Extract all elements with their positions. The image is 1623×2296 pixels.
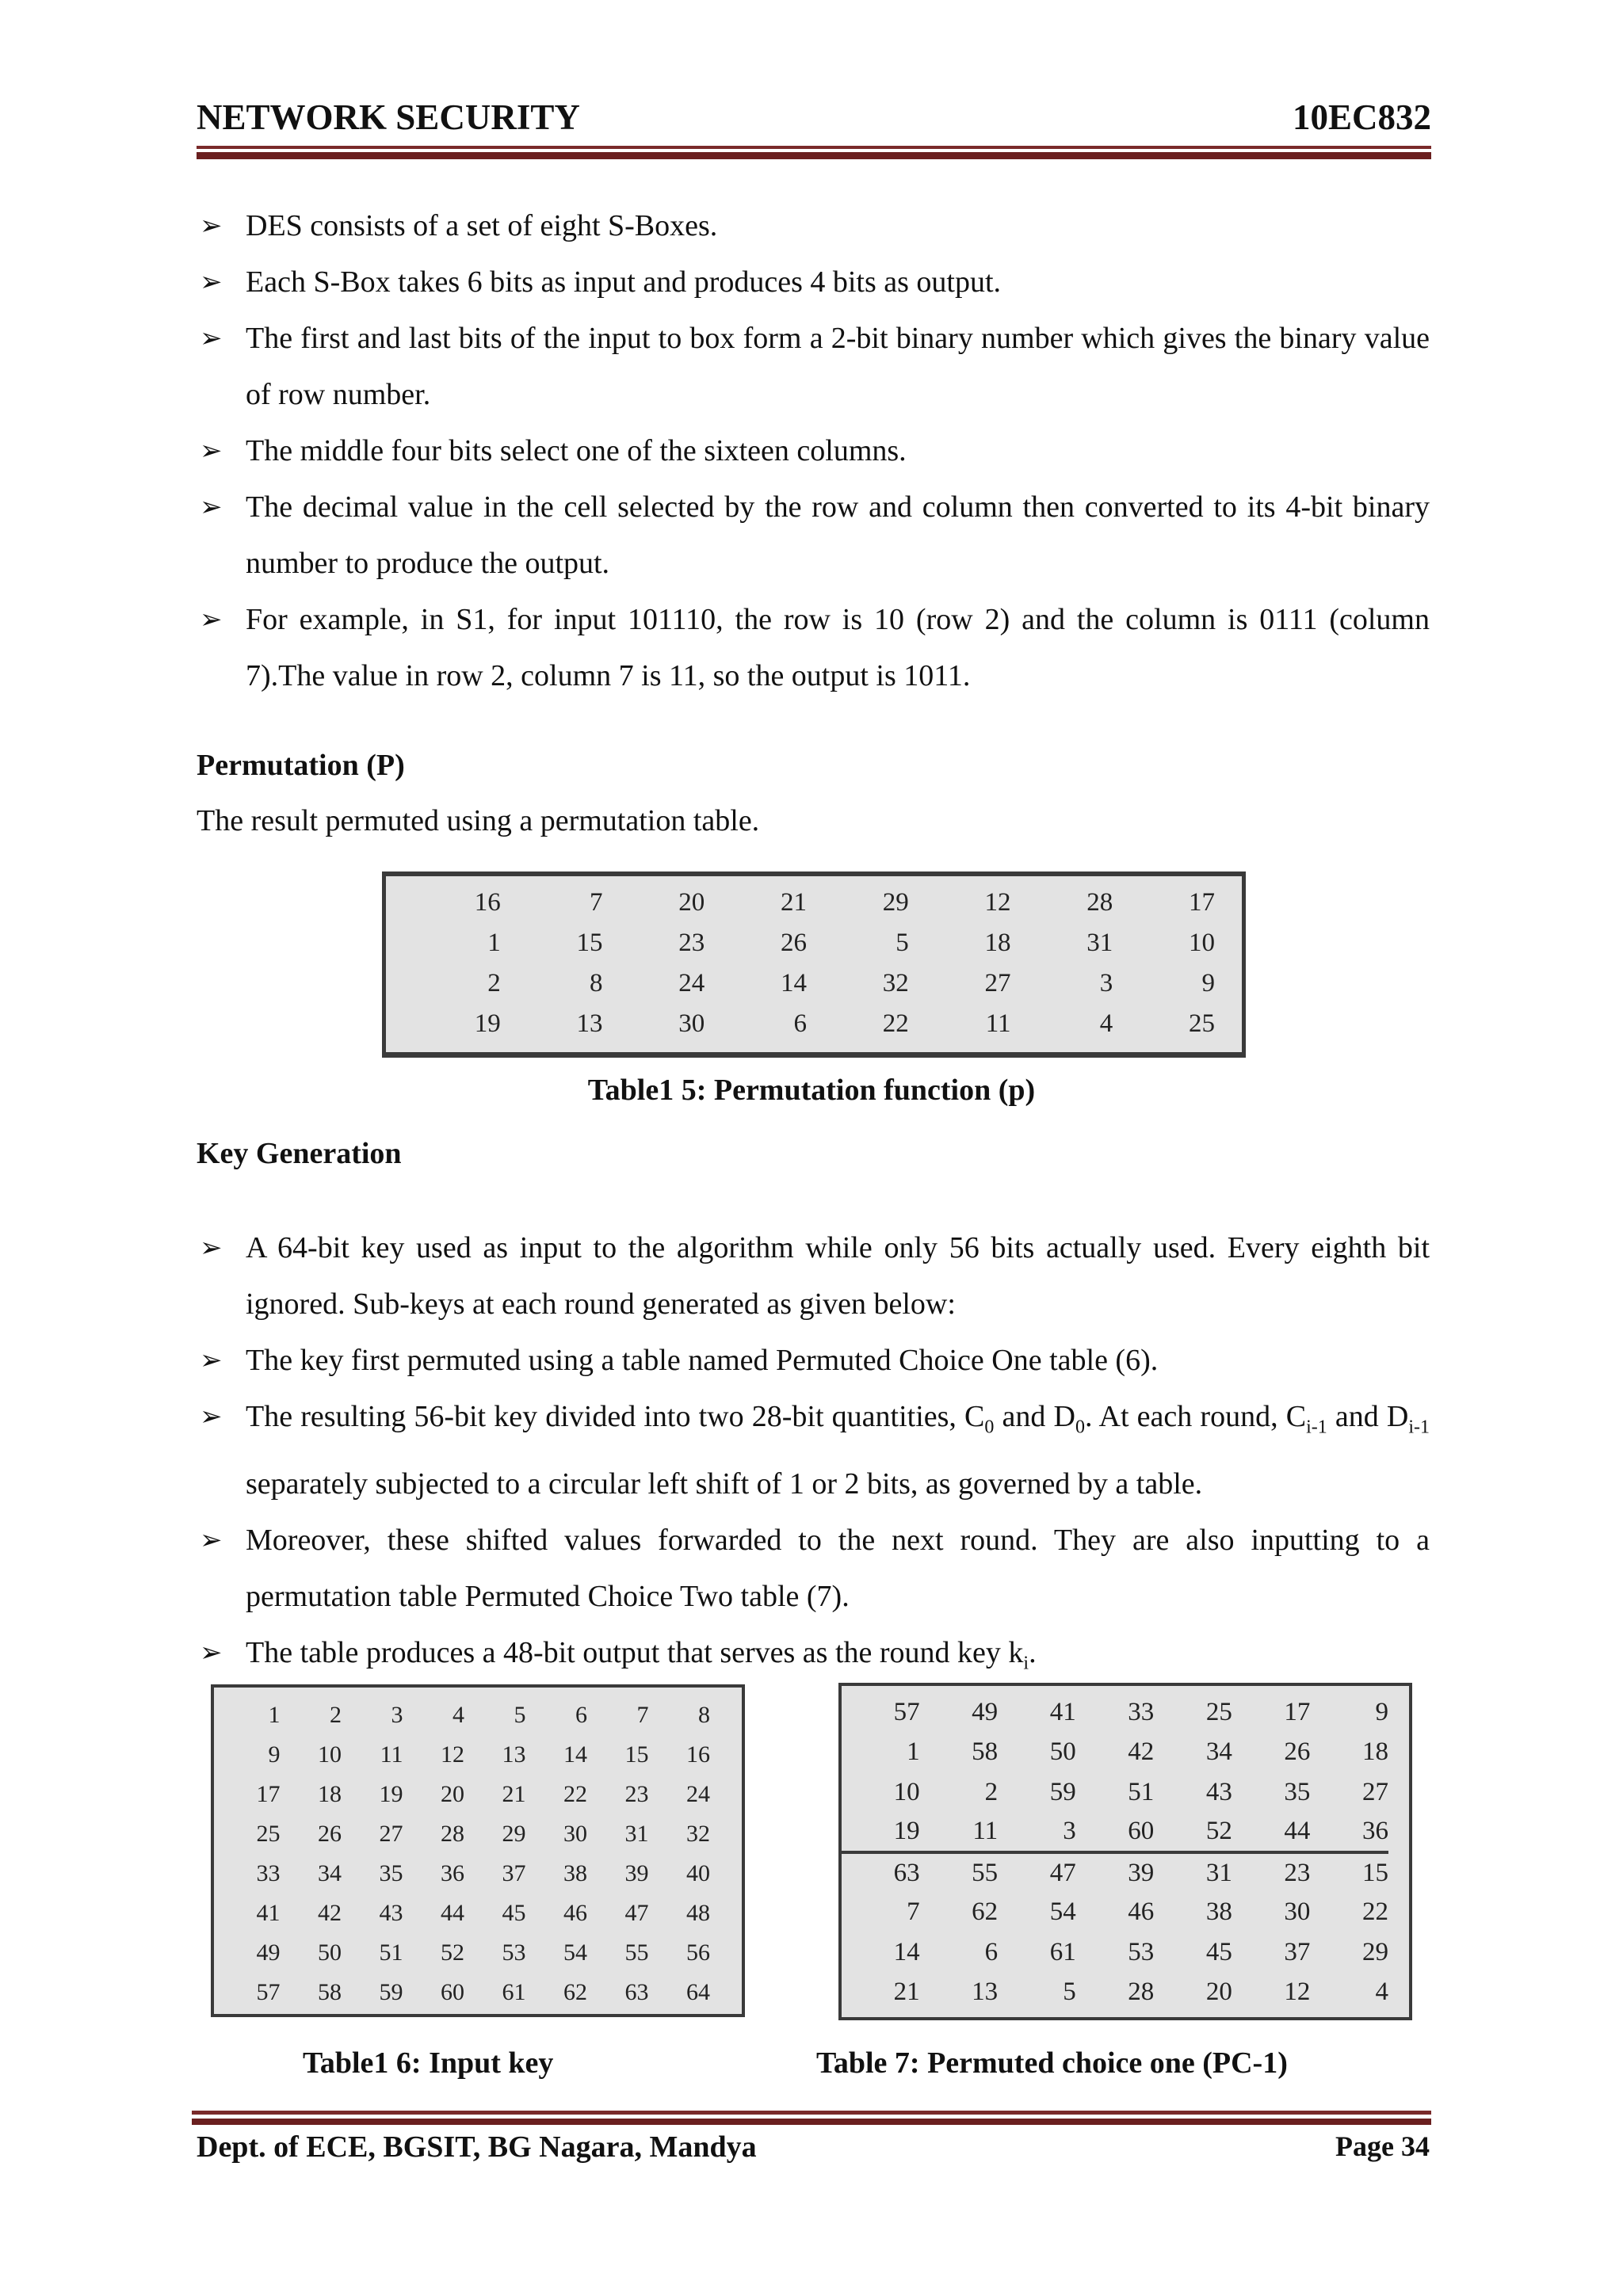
table-cell: 46 [563,1900,587,1926]
list-item: ➢ A 64-bit key used as input to the algorithm while only 56 bits actually used. Every eighth bit ignored. Sub-keys at each round generated as given below: [197,1220,1430,1333]
table-cell: 52 [441,1939,464,1966]
header-rule-thick [197,152,1431,159]
table-cell: 18 [318,1781,342,1807]
table-cell: 28 [441,1821,464,1847]
table-cell: 42 [318,1900,342,1926]
table-cell: 58 [972,1737,999,1767]
table-cell: 20 [678,888,705,917]
table-cell: 45 [502,1900,526,1926]
table-cell: 30 [563,1821,587,1847]
table-cell: 15 [624,1741,649,1768]
table-cell: 49 [972,1697,999,1726]
table-row [842,1733,1388,1773]
table-cell: 32 [686,1821,710,1847]
sbox-bullet-list [197,198,1430,704]
permutation-table [382,871,1246,1058]
table-cell: 14 [893,1937,920,1966]
key-generation-heading: Key Generation [197,1137,402,1170]
table-cell: 25 [1205,1697,1232,1726]
page-footer [197,2130,1430,2164]
table-cell: 4 [1099,1009,1113,1038]
table-cell: 28 [1086,888,1113,917]
list-item: ➢ The first and last bits of the input to box form a 2-bit binary number which gives the binary value of row number. [197,311,1430,423]
table-cell: 10 [1189,929,1215,957]
table-cell: 57 [256,1979,281,2005]
table-cell: 5 [896,929,909,957]
table-row [219,1894,710,1933]
header-rule-thin [197,146,1431,149]
table-cell: 11 [380,1741,403,1768]
table-cell: 29 [502,1821,526,1847]
table-cell: 3 [391,1702,403,1728]
table-cell: 21 [502,1781,526,1807]
table-cell: 21 [893,1978,920,2007]
table-cell: 55 [624,1939,649,1966]
table-cell: 22 [1362,1897,1388,1927]
table-cell: 16 [474,888,501,917]
table-cell: 61 [502,1979,526,2005]
table-cell: 43 [1205,1777,1232,1806]
table-cell: 46 [1128,1897,1155,1927]
table-cell: 9 [1375,1697,1388,1726]
table-cell: 1 [907,1737,920,1767]
table-row [399,963,1215,1004]
table-cell: 2 [984,1777,999,1806]
table-cell: 16 [686,1741,710,1768]
table-cell: 9 [268,1741,281,1768]
arrow-bullet-icon: ➢ [200,1525,223,1555]
table-row [399,1004,1215,1044]
table-cell: 35 [1284,1777,1311,1806]
table-cell: 1 [487,929,501,957]
table-cell: 11 [972,1817,999,1846]
table-cell: 12 [984,888,1011,917]
table-cell: 4 [453,1702,464,1728]
input-key-caption: Table1 6: Input key [303,2046,554,2080]
table-cell: 63 [893,1858,920,1887]
table-cell: 30 [678,1009,705,1038]
table-cell: 52 [1205,1817,1232,1846]
table-cell: 42 [1128,1737,1155,1767]
footer-rule-thin [192,2111,1431,2115]
arrow-bullet-icon: ➢ [200,437,223,466]
table-cell: 13 [972,1978,999,2007]
table-cell: 33 [256,1860,281,1886]
table-cell: 41 [256,1900,281,1926]
table-row [219,1775,710,1814]
table-cell: 49 [256,1939,281,1966]
page-number: Page 34 [1335,2130,1430,2162]
list-item: ➢ The decimal value in the cell selected by the row and column then converted to its 4-bit binary number to produce the output. [197,479,1430,592]
list-item: ➢ Moreover, these shifted values forwarded to the next round. They are also inputting to a permutation table Permuted Choice Two table (7). [197,1512,1430,1625]
table-row [842,1932,1388,1973]
table-cell: 51 [1128,1777,1155,1806]
table-cell: 64 [686,1979,710,2005]
list-item: ➢ The table produces a 48-bit output that serves as the round key $k_i$. [197,1625,1430,1692]
table-cell: 13 [502,1741,526,1768]
table-cell: 33 [1128,1697,1155,1726]
table-cell: 26 [318,1821,342,1847]
table-cell: 31 [624,1821,649,1847]
arrow-bullet-icon: ➢ [200,1402,223,1432]
table-cell: 60 [441,1979,464,2005]
table-cell: 15 [576,929,603,957]
table-cell: 37 [1284,1937,1311,1966]
table-cell: 31 [1205,1858,1232,1887]
pc1-caption: Table 7: Permuted choice one (PC-1) [816,2046,1288,2080]
footer-dept: Dept. of ECE, BGSIT, BG Nagara, Mandya [197,2130,757,2164]
table-cell: 20 [1205,1978,1232,2007]
table-cell: 23 [1284,1858,1311,1887]
table-row [219,1735,710,1775]
table-row [842,1813,1388,1853]
table-cell: 50 [318,1939,342,1966]
table-cell: 9 [1201,969,1215,997]
table-cell: 10 [893,1777,920,1806]
table-cell: 37 [502,1860,526,1886]
list-item: ➢ For example, in S1, for input 101110, the row is 10 (row 2) and the column is 0111 (column 7).The value in row 2, column 7 is 11, so the output is 1011. [197,592,1430,704]
table-cell: 24 [678,969,705,997]
table-row [842,1772,1388,1813]
table-cell: 23 [624,1781,649,1807]
table-cell: 18 [1362,1737,1388,1767]
arrow-bullet-icon: ➢ [200,493,223,522]
table-cell: 2 [330,1702,342,1728]
table-row [399,883,1215,923]
table-cell: 63 [624,1979,649,2005]
table-cell: 62 [972,1897,999,1927]
table-cell: 5 [514,1702,526,1728]
table-cell: 18 [984,929,1011,957]
table-cell: 45 [1205,1937,1232,1966]
table-cell: 44 [441,1900,464,1926]
keygen-bullet-list [197,1220,1430,1691]
table-row [219,1814,710,1854]
table-cell: 3 [1063,1817,1076,1846]
table-cell: 20 [441,1781,464,1807]
arrow-bullet-icon: ➢ [200,1234,223,1263]
table-cell: 7 [590,888,603,917]
table-cell: 39 [1128,1858,1155,1887]
header-code: 10EC832 [1292,97,1431,137]
table-cell: 17 [1284,1697,1311,1726]
page-header [197,97,1431,138]
table-cell: 6 [575,1702,587,1728]
table-cell: 39 [624,1860,649,1886]
table-cell: 4 [1375,1978,1388,2007]
table-cell: 29 [882,888,909,917]
table-cell: 25 [256,1821,281,1847]
table-cell: 7 [636,1702,649,1728]
table-cell: 44 [1284,1817,1311,1846]
table-cell: 57 [893,1697,920,1726]
table-cell: 32 [882,969,909,997]
table-cell: 14 [563,1741,587,1768]
table-cell: 31 [1086,929,1113,957]
table-cell: 34 [1205,1737,1232,1767]
table-cell: 8 [698,1702,710,1728]
table-cell: 7 [907,1897,920,1927]
table-cell: 22 [563,1781,587,1807]
table-cell: 14 [781,969,807,997]
table-cell: 48 [686,1900,710,1926]
table-cell: 28 [1128,1978,1155,2007]
footer-rule-thick [192,2119,1431,2125]
table-cell: 29 [1362,1937,1388,1966]
table-cell: 34 [318,1860,342,1886]
table-cell: 6 [984,1937,999,1966]
table-cell: 17 [1189,888,1215,917]
arrow-bullet-icon: ➢ [200,1346,223,1375]
table-cell: 10 [318,1741,342,1768]
table-cell: 36 [441,1860,464,1886]
table-row [219,1695,710,1735]
table-cell: 21 [781,888,807,917]
table-cell: 24 [686,1781,710,1807]
table-cell: 53 [1128,1937,1155,1966]
arrow-bullet-icon: ➢ [200,1638,223,1668]
table-cell: 13 [576,1009,603,1038]
table-cell: 5 [1063,1978,1076,2007]
table-cell: 2 [487,969,501,997]
table-cell: 12 [1284,1978,1311,2007]
input-key-table [211,1684,745,2017]
table-cell: 6 [793,1009,807,1038]
table-cell: 38 [1205,1897,1232,1927]
permutation-heading: Permutation (P) [197,749,405,782]
table-row [219,1854,710,1894]
table-row [842,1852,1388,1893]
table-cell: 26 [781,929,807,957]
arrow-bullet-icon: ➢ [200,268,223,297]
permutation-caption: Table1 5: Permutation function (p) [587,1074,1036,1107]
table-cell: 12 [441,1741,464,1768]
table-cell: 27 [1362,1777,1388,1806]
table-cell: 59 [379,1979,403,2005]
table-row [399,923,1215,963]
table-cell: 19 [893,1817,920,1846]
list-item: ➢ The resulting 56-bit key divided into two 28-bit quantities, $C_0$ and $D_0$. At each round, $C_{i-1}$ and $D_{i-1}$ separately subjected to a circular left shift of 1 or 2 bits, as governed by a table. [197,1389,1430,1512]
table-cell: 8 [590,969,603,997]
header-title: NETWORK SECURITY [197,97,580,137]
table-cell: 1 [268,1702,281,1728]
table-cell: 19 [474,1009,501,1038]
table-cell: 62 [563,1979,587,2005]
table-cell: 60 [1128,1817,1155,1846]
list-item: ➢ The key first permuted using a table named Permuted Choice One table (6). [197,1333,1430,1389]
table-cell: 3 [1099,969,1113,997]
table-cell: 11 [985,1009,1011,1038]
table-cell: 58 [318,1979,342,2005]
table-row [842,1692,1388,1733]
table-cell: 59 [1049,1777,1076,1806]
list-item: ➢ The middle four bits select one of the sixteen columns. [197,423,1430,479]
pc1-table [838,1683,1412,2020]
table-cell: 27 [379,1821,403,1847]
table-cell: 47 [1049,1858,1076,1887]
table-cell: 17 [256,1781,281,1807]
table-row [842,1893,1388,1933]
list-item: ➢ DES consists of a set of eight S-Boxes. [197,198,1430,254]
table-cell: 36 [1362,1817,1388,1846]
table-cell: 35 [379,1860,403,1886]
table-cell: 51 [379,1939,403,1966]
table-cell: 54 [1049,1897,1076,1927]
table-cell: 54 [563,1939,587,1966]
arrow-bullet-icon: ➢ [200,324,223,353]
arrow-bullet-icon: ➢ [200,212,223,241]
table-cell: 56 [686,1939,710,1966]
table-cell: 25 [1189,1009,1215,1038]
table-cell: 41 [1049,1697,1076,1726]
table-cell: 19 [379,1781,403,1807]
table-cell: 23 [678,929,705,957]
table-cell: 50 [1049,1737,1076,1767]
table-cell: 47 [624,1900,649,1926]
table-cell: 53 [502,1939,526,1966]
table-cell: 22 [882,1009,909,1038]
table-cell: 55 [972,1858,999,1887]
table-cell: 26 [1284,1737,1311,1767]
table-cell: 27 [984,969,1011,997]
table-cell: 61 [1049,1937,1076,1966]
table-row [219,1933,710,1973]
table-cell: 15 [1362,1858,1388,1887]
table-row [219,1973,710,2012]
table-cell: 38 [563,1860,587,1886]
permutation-text: The result permuted using a permutation table. [197,804,760,837]
table-cell: 40 [686,1860,710,1886]
table-cell: 43 [379,1900,403,1926]
table-row [842,1973,1388,2013]
arrow-bullet-icon: ➢ [200,605,223,635]
list-item: ➢ Each S-Box takes 6 bits as input and produces 4 bits as output. [197,254,1430,311]
table-cell: 30 [1284,1897,1311,1927]
